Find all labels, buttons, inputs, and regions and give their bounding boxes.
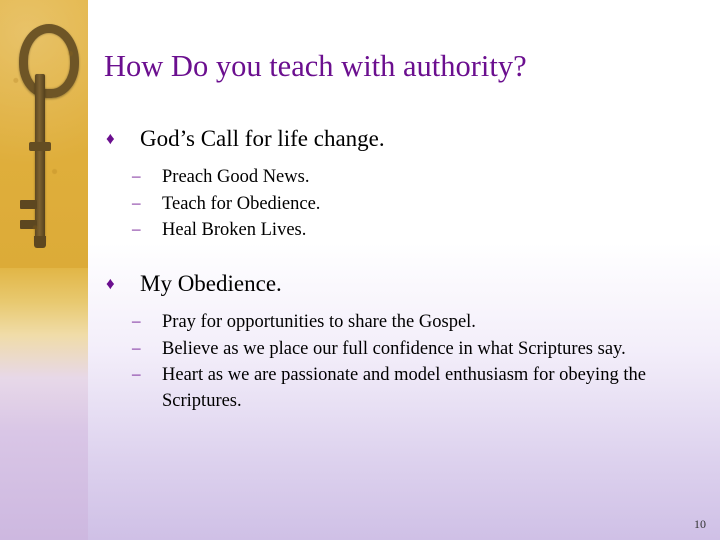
list-item [104,336,716,362]
diamond-bullet-icon: ♦ [106,274,115,294]
list-item-label: Preach Good News. [162,167,310,188]
dash-bullet-icon: – [132,364,141,384]
key-bit-lower [20,220,37,229]
key-bow [19,24,79,98]
slide-number: 10 [694,517,706,531]
list-item [104,217,716,243]
antique-key-icon [12,24,70,250]
dash-bullet-icon: – [132,311,141,331]
list-item [104,191,716,217]
dash-bullet-icon: – [132,192,141,212]
key-collar [29,142,51,151]
section-heading-2-label: My Obedience. [140,271,282,297]
section-heading-2 [104,271,716,297]
list-item-label: Pray for opportunities to share the Gospel. [162,312,476,333]
slide-content [88,0,720,540]
key-bit-upper [20,200,37,209]
spacer [104,154,716,164]
page-title: How Do you teach with authority? [104,49,527,83]
list-item-label: Heal Broken Lives. [162,219,307,240]
key-shaft [35,74,45,242]
decorative-left-band [0,0,88,540]
slide-body [104,120,716,415]
section-1-items [104,154,716,243]
section-heading-1-label: God’s Call for life change. [140,126,385,151]
list-item-label: Heart as we are passionate and model enthusiasm for obeying the Scriptures. [162,365,646,412]
key-photo [0,0,88,268]
key-tip [34,236,46,248]
list-item [104,164,716,190]
dash-bullet-icon: – [132,218,141,238]
section-heading-1 [104,126,716,152]
list-item-label: Believe as we place our full confidence in what Scriptures say. [162,338,626,359]
diamond-bullet-icon: ♦ [106,129,115,148]
list-item-label: Teach for Obedience. [162,193,321,214]
dash-bullet-icon: – [132,337,141,357]
list-item [104,309,716,335]
section-2-items [104,299,716,414]
dash-bullet-icon: – [132,166,141,186]
spacer [104,243,716,265]
spacer [104,299,716,309]
list-item [104,362,716,415]
